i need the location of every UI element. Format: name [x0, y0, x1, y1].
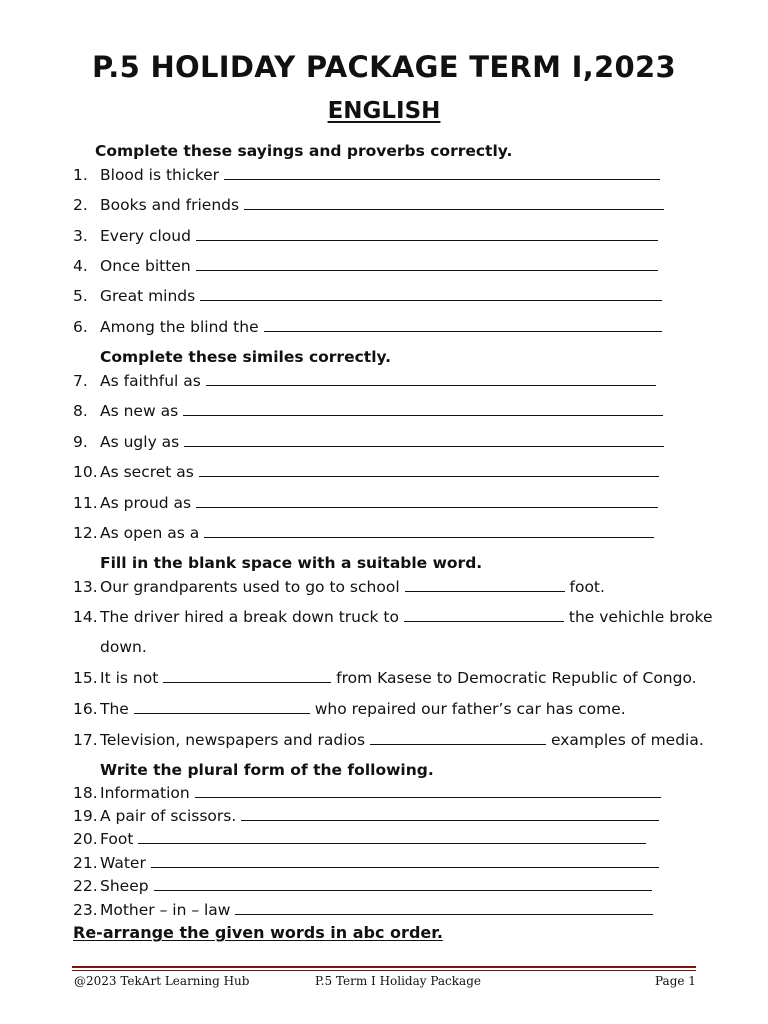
question-10: 10. As secret as: [73, 463, 659, 481]
answer-blank[interactable]: [370, 732, 546, 745]
answer-line[interactable]: [183, 403, 663, 416]
question-19: 19. A pair of scissors.: [73, 807, 659, 825]
rearrange-instruction: Re-arrange the given words in abc order.: [73, 923, 443, 942]
section-proverbs-heading: Complete these sayings and proverbs correctly.: [95, 142, 513, 160]
answer-line[interactable]: [204, 525, 654, 538]
answer-line[interactable]: [138, 831, 646, 844]
question-20: 20. Foot: [73, 830, 646, 848]
footer-divider-thin: [72, 970, 696, 971]
question-7: 7. As faithful as: [73, 372, 656, 390]
question-6: 6. Among the blind the: [73, 318, 662, 336]
question-4: 4. Once bitten: [73, 257, 658, 275]
answer-line[interactable]: [196, 228, 658, 241]
question-13: 13. Our grandparents used to go to school foot.: [73, 578, 605, 596]
question-3: 3. Every cloud: [73, 227, 658, 245]
answer-line[interactable]: [224, 167, 660, 180]
question-12: 12. As open as a: [73, 524, 654, 542]
section-similes-heading: Complete these similes correctly.: [100, 348, 392, 366]
question-22: 22. Sheep: [73, 877, 652, 895]
question-14: 14. The driver hired a break down truck to the vehichle broke: [73, 608, 713, 626]
question-17: 17. Television, newspapers and radios examples of media.: [73, 731, 704, 749]
answer-line[interactable]: [264, 319, 662, 332]
answer-blank[interactable]: [163, 670, 331, 683]
answer-blank[interactable]: [134, 701, 310, 714]
answer-line[interactable]: [206, 373, 656, 386]
question-1: 1. Blood is thicker: [73, 166, 660, 184]
footer-divider: [72, 966, 696, 968]
question-11: 11. As proud as: [73, 494, 658, 512]
question-23: 23. Mother – in – law: [73, 901, 653, 919]
answer-line[interactable]: [235, 902, 653, 915]
answer-line[interactable]: [241, 808, 659, 821]
question-14-continuation: down.: [100, 638, 147, 656]
answer-line[interactable]: [196, 495, 658, 508]
answer-blank[interactable]: [405, 579, 565, 592]
question-2: 2. Books and friends: [73, 196, 664, 214]
footer-copyright: @2023 TekArt Learning Hub: [74, 974, 250, 988]
answer-line[interactable]: [199, 464, 659, 477]
footer-package-name: P.5 Term I Holiday Package: [315, 974, 481, 988]
answer-line[interactable]: [184, 434, 664, 447]
answer-line[interactable]: [196, 258, 658, 271]
question-9: 9. As ugly as: [73, 433, 664, 451]
subject-heading: ENGLISH: [327, 98, 441, 124]
section-blanks-heading: Fill in the blank space with a suitable word.: [100, 554, 483, 572]
answer-line[interactable]: [200, 288, 662, 301]
answer-blank[interactable]: [404, 609, 564, 622]
question-8: 8. As new as: [73, 402, 663, 420]
footer-page-number: Page 1: [655, 974, 696, 988]
answer-line[interactable]: [151, 855, 659, 868]
answer-line[interactable]: [244, 197, 664, 210]
section-plurals-heading: Write the plural form of the following.: [100, 761, 434, 779]
question-16: 16. The who repaired our father’s car has come.: [73, 700, 626, 718]
question-18: 18. Information: [73, 784, 661, 802]
question-5: 5. Great minds: [73, 287, 662, 305]
answer-line[interactable]: [154, 878, 652, 891]
question-21: 21. Water: [73, 854, 659, 872]
page-title: P.5 HOLIDAY PACKAGE TERM I,2023: [92, 50, 676, 84]
question-15: 15. It is not from Kasese to Democratic Republic of Congo.: [73, 669, 697, 687]
answer-line[interactable]: [195, 785, 661, 798]
